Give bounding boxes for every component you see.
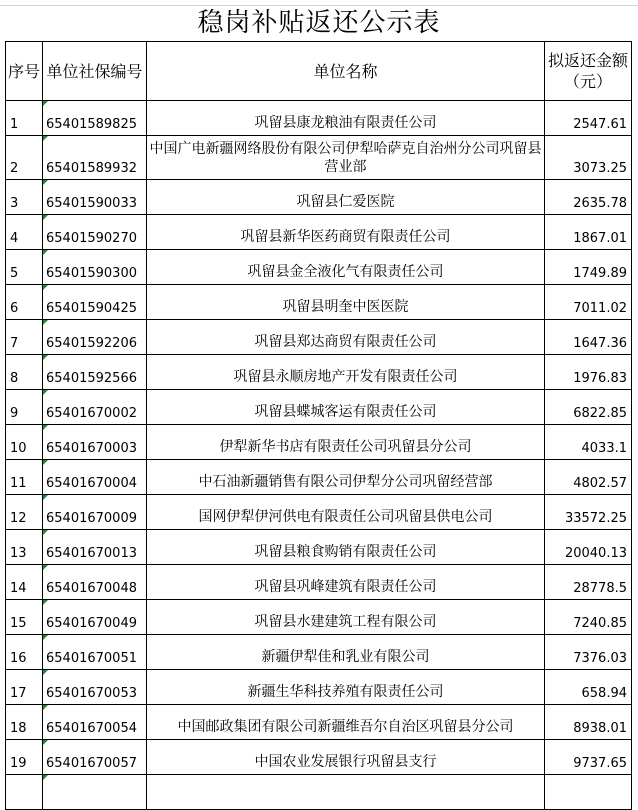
name-cell[interactable]: 巩留县巩峰建筑有限责任公司 <box>147 565 545 600</box>
amount-cell[interactable]: 7376.03 <box>545 635 632 670</box>
amount-cell[interactable]: 3073.25 <box>545 136 632 180</box>
table-row <box>6 101 632 136</box>
seq-cell[interactable]: 8 <box>6 355 43 390</box>
name-cell[interactable]: 巩留县金全液化气有限责任公司 <box>147 250 545 285</box>
amount-cell[interactable]: 1647.36 <box>545 320 632 355</box>
seq-cell[interactable] <box>6 775 43 810</box>
amount-cell[interactable]: 1749.89 <box>545 250 632 285</box>
name-cell[interactable]: 国网伊犁伊河供电有限责任公司巩留县供电公司 <box>147 495 545 530</box>
code-cell[interactable]: 65401592566 <box>43 355 147 390</box>
code-cell[interactable]: 65401590425 <box>43 285 147 320</box>
code-cell[interactable]: 65401590300 <box>43 250 147 285</box>
table-row <box>6 355 632 390</box>
name-cell[interactable]: 中国广电新疆网络股份有限公司伊犁哈萨克自治州分公司巩留县营业部 <box>147 136 545 180</box>
amount-cell[interactable]: 4033.1 <box>545 425 632 460</box>
code-cell[interactable]: 65401590270 <box>43 215 147 250</box>
name-cell[interactable]: 巩留县康龙粮油有限责任公司 <box>147 101 545 136</box>
amount-cell[interactable]: 1867.01 <box>545 215 632 250</box>
table-header-row <box>6 42 632 101</box>
code-cell[interactable]: 65401589932 <box>43 136 147 180</box>
seq-cell[interactable]: 16 <box>6 635 43 670</box>
name-cell[interactable]: 巩留县仁爱医院 <box>147 180 545 215</box>
name-cell[interactable]: 巩留县粮食购销有限责任公司 <box>147 530 545 565</box>
seq-cell[interactable]: 11 <box>6 460 43 495</box>
amount-cell[interactable]: 1976.83 <box>545 355 632 390</box>
page-title: 稳岗补贴返还公示表 <box>197 8 441 38</box>
seq-cell[interactable]: 6 <box>6 285 43 320</box>
amount-cell[interactable]: 2635.78 <box>545 180 632 215</box>
amount-cell[interactable]: 658.94 <box>545 670 632 705</box>
seq-cell[interactable]: 1 <box>6 101 43 136</box>
header-seq[interactable]: 序号 <box>6 42 43 101</box>
table-row <box>6 495 632 530</box>
name-cell[interactable]: 新疆伊犁佳和乳业有限公司 <box>147 635 545 670</box>
table-row <box>6 215 632 250</box>
table-row <box>6 565 632 600</box>
seq-cell[interactable]: 9 <box>6 390 43 425</box>
code-cell[interactable]: 65401670051 <box>43 635 147 670</box>
table-row <box>6 460 632 495</box>
name-cell[interactable]: 巩留县永顺房地产开发有限责任公司 <box>147 355 545 390</box>
table-row <box>6 775 632 810</box>
seq-cell[interactable]: 4 <box>6 215 43 250</box>
amount-cell[interactable]: 7011.02 <box>545 285 632 320</box>
code-cell[interactable] <box>43 775 147 810</box>
seq-cell[interactable]: 7 <box>6 320 43 355</box>
seq-cell[interactable]: 15 <box>6 600 43 635</box>
name-cell[interactable]: 巩留县蝶城客运有限责任公司 <box>147 390 545 425</box>
amount-cell[interactable]: 9737.65 <box>545 740 632 775</box>
name-cell[interactable]: 巩留县郑达商贸有限责任公司 <box>147 320 545 355</box>
header-name[interactable]: 单位名称 <box>147 42 545 101</box>
name-cell[interactable]: 巩留县新华医药商贸有限责任公司 <box>147 215 545 250</box>
seq-cell[interactable]: 13 <box>6 530 43 565</box>
seq-cell[interactable]: 17 <box>6 670 43 705</box>
amount-cell[interactable]: 4802.57 <box>545 460 632 495</box>
seq-cell[interactable]: 10 <box>6 425 43 460</box>
code-cell[interactable]: 65401670013 <box>43 530 147 565</box>
name-cell[interactable]: 巩留县水建建筑工程有限公司 <box>147 600 545 635</box>
table-row <box>6 740 632 775</box>
amount-cell[interactable]: 2547.61 <box>545 101 632 136</box>
header-code[interactable]: 单位社保编号 <box>43 42 147 101</box>
seq-cell[interactable]: 12 <box>6 495 43 530</box>
table-row <box>6 670 632 705</box>
table-row <box>6 390 632 425</box>
code-cell[interactable]: 65401670049 <box>43 600 147 635</box>
amount-cell[interactable] <box>545 775 632 810</box>
table-row <box>6 320 632 355</box>
table-row <box>6 250 632 285</box>
code-cell[interactable]: 65401670057 <box>43 740 147 775</box>
table-row <box>6 705 632 740</box>
amount-cell[interactable]: 20040.13 <box>545 530 632 565</box>
amount-cell[interactable]: 7240.85 <box>545 600 632 635</box>
code-cell[interactable]: 65401590033 <box>43 180 147 215</box>
code-cell[interactable]: 65401670048 <box>43 565 147 600</box>
amount-cell[interactable]: 6822.85 <box>545 390 632 425</box>
code-cell[interactable]: 65401589825 <box>43 101 147 136</box>
table-row <box>6 530 632 565</box>
code-cell[interactable]: 65401670054 <box>43 705 147 740</box>
seq-cell[interactable]: 19 <box>6 740 43 775</box>
seq-cell[interactable]: 14 <box>6 565 43 600</box>
name-cell[interactable]: 巩留县明奎中医医院 <box>147 285 545 320</box>
name-cell[interactable] <box>147 775 545 810</box>
seq-cell[interactable]: 18 <box>6 705 43 740</box>
code-cell[interactable]: 65401670053 <box>43 670 147 705</box>
name-cell[interactable]: 伊犁新华书店有限责任公司巩留县分公司 <box>147 425 545 460</box>
table-row <box>6 635 632 670</box>
code-cell[interactable]: 65401670003 <box>43 425 147 460</box>
amount-cell[interactable]: 28778.5 <box>545 565 632 600</box>
code-cell[interactable]: 65401670009 <box>43 495 147 530</box>
amount-cell[interactable]: 33572.25 <box>545 495 632 530</box>
amount-cell[interactable]: 8938.01 <box>545 705 632 740</box>
code-cell[interactable]: 65401592206 <box>43 320 147 355</box>
code-cell[interactable]: 65401670004 <box>43 460 147 495</box>
subsidy-table <box>5 41 632 810</box>
table-row <box>6 180 632 215</box>
seq-cell[interactable]: 3 <box>6 180 43 215</box>
code-cell[interactable]: 65401670002 <box>43 390 147 425</box>
name-cell[interactable]: 新疆生华科技养殖有限责任公司 <box>147 670 545 705</box>
table-row <box>6 425 632 460</box>
table-row <box>6 136 632 180</box>
table-row <box>6 285 632 320</box>
header-amount[interactable]: 拟返还金额（元） <box>545 42 632 101</box>
name-cell[interactable]: 中国邮政集团有限公司新疆维吾尔自治区巩留县分公司 <box>147 705 545 740</box>
name-cell[interactable]: 中石油新疆销售有限公司伊犁分公司巩留经营部 <box>147 460 545 495</box>
seq-cell[interactable]: 2 <box>6 136 43 180</box>
seq-cell[interactable]: 5 <box>6 250 43 285</box>
name-cell[interactable]: 中国农业发展银行巩留县支行 <box>147 740 545 775</box>
table-row <box>6 600 632 635</box>
